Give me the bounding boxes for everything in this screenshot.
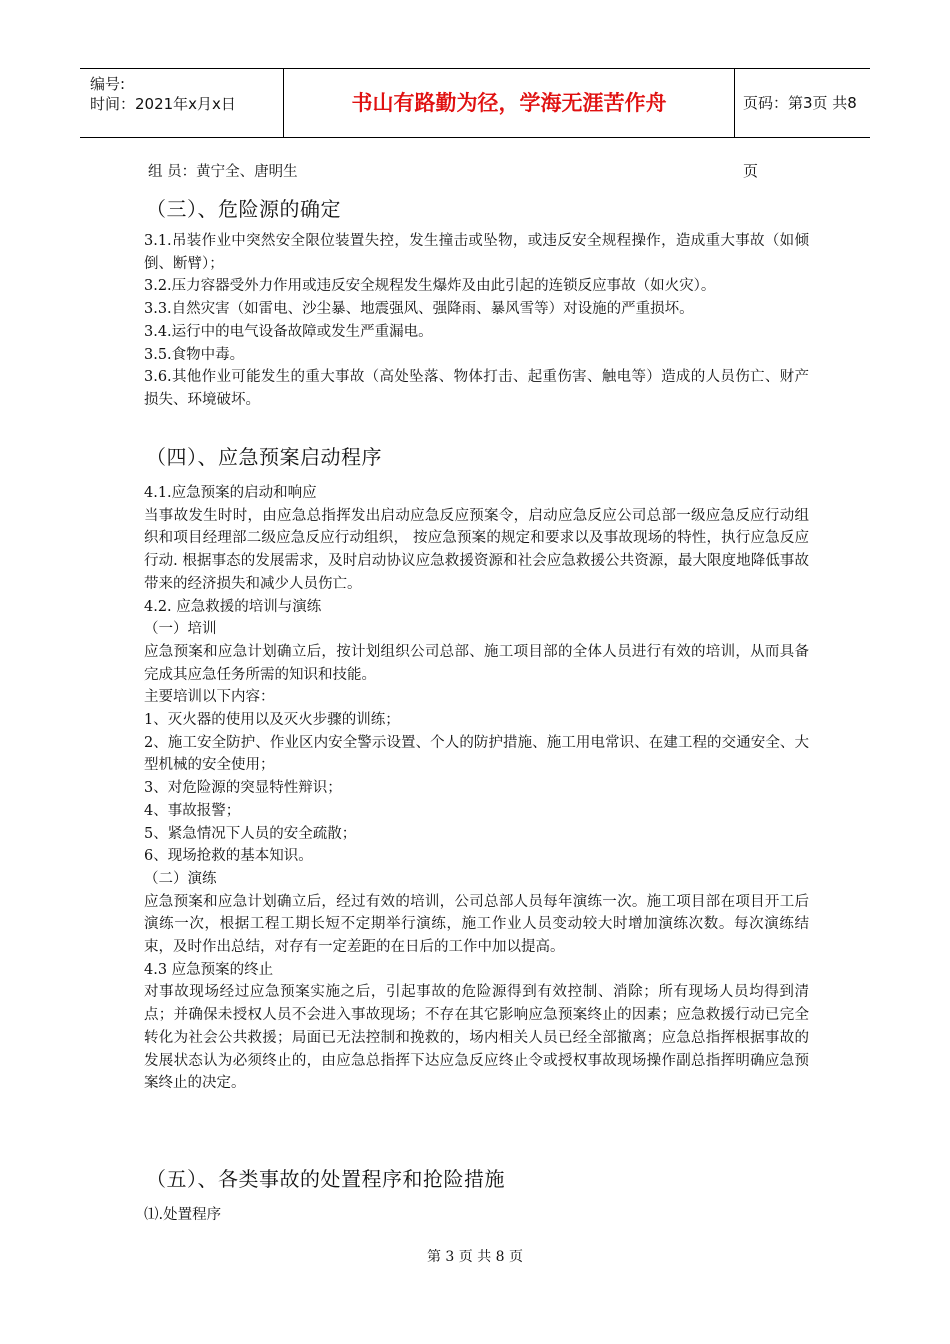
section-5-heading: （五）、各类事故的处置程序和抢险措施 xyxy=(146,1167,505,1191)
page-footer: 第 3 页 共 8 页 xyxy=(426,1249,524,1265)
number-label: 编号: xyxy=(90,75,126,93)
header-meta-cell xyxy=(80,69,284,137)
list-item: 1、灭火器的使用以及灭火步骤的训练； xyxy=(144,712,400,729)
list-item: 3、对危险源的突显特性辩识； xyxy=(144,780,342,797)
subsection-title: 4.2. 应急救援的培训与演练 xyxy=(144,598,322,615)
subsection-title: ⑴.处置程序 xyxy=(144,1207,222,1223)
list-item: 3.5.食物中毒。 xyxy=(144,346,245,363)
paragraph: 应急预案和应急计划确立后，经过有效的培训，公司总部人员每年演练一次。施工项目部在项目开工后演练一次，根据工程工期长短不定期举行演练，施工作业人员变动较大时增加演练次数。每次演练结束，及时作出总结，对存有一定差距的在日后的工作中加以提高。 xyxy=(144,893,809,956)
training-title: （一）培训 xyxy=(144,621,217,638)
list-item: 6、现场抢救的基本知识。 xyxy=(144,848,313,865)
section-3-heading: （三）、危险源的确定 xyxy=(146,197,341,221)
list-item: 3.3.自然灾害（如雷电、沙尘暴、地震强风、强降雨、暴风雪等）对设施的严重损坏。 xyxy=(144,301,694,318)
subsection-title: 4.1.应急预案的启动和响应 xyxy=(144,485,317,501)
paragraph: 应急预案和应急计划确立后，按计划组织公司总部、施工项目部的全体人员进行有效的培训，从而具备完成其应急任务所需的知识和技能。 xyxy=(144,643,809,683)
paragraph: 对事故现场经过应急预案实施之后，引起事故的危险源得到有效控制、消除；所有现场人员均得到清点；并确保未授权人员不会进入事故现场；不存在其它影响应急预案终止的因素；应急救援行动已完全转化为社会公共救援；局面已无法控制和挽救的，场内相关人员已经全部撤离；应急总指挥根据事故的发展状态认为必须终止的，由应急总指挥下达应急反应终止令或授权事故现场操作副总指挥明确应急预案终止的决定。 xyxy=(144,984,809,1092)
section-4 xyxy=(144,442,809,1095)
training-list-title: 主要培训以下内容： xyxy=(144,689,275,706)
subsection-title: 4.3 应急预案的终止 xyxy=(144,961,274,978)
list-item: 3.2.压力容器受外力作用或违反安全规程发生爆炸及由此引起的连锁反应事故（如火灾）。 xyxy=(144,278,716,295)
list-item: 4、事故报警； xyxy=(144,802,241,819)
section-3 xyxy=(144,194,809,412)
section-4-heading: （四）、应急预案启动程序 xyxy=(146,445,382,469)
list-item: 3.4.运行中的电气设备故障或发生严重漏电。 xyxy=(144,323,433,340)
time-label: 时间：2021年x月x日 xyxy=(90,95,236,113)
header-motto: 书山有路勤为径，学海无涯苦作舟 xyxy=(284,69,735,137)
list-item: 3.1.吊装作业中突然安全限位装置失控，发生撞击或坠物，或违反安全规程操作，造成重大事故（如倾倒、断臂）； xyxy=(144,233,809,272)
drill-title: （二）演练 xyxy=(144,870,217,887)
section-5 xyxy=(144,1164,809,1227)
team-members: 组 员：黄宁全、唐明生 xyxy=(148,164,298,180)
list-item: 5、紧急情况下人员的安全疏散； xyxy=(144,825,357,842)
list-item: 3.6.其他作业可能发生的重大事故（高处坠落、物体打击、起重伤害、触电等）造成的人员伤亡、财产损失、环境破坏。 xyxy=(144,369,809,408)
header-page-info: 页码：第3页 共8页 xyxy=(743,94,857,180)
paragraph: 当事故发生时时，由应急总指挥发出启动应急反应预案令，启动应急反应公司总部一级应急反应行动组织和项目经理部二级应急反应行动组织， 按应急预案的规定和要求以及事故现场的特性，执行应急反应行动. 根据事态的发展需求，及时启动协议应急救援资源和社会应急救援公共资源，最大限度地降低事故带来的经济损失和减少人员伤亡。 xyxy=(144,507,809,592)
list-item: 2、施工安全防护、作业区内安全警示设置、个人的防护措施、施工用电常识、在建工程的交通安全、大型机械的安全使用； xyxy=(144,734,809,774)
